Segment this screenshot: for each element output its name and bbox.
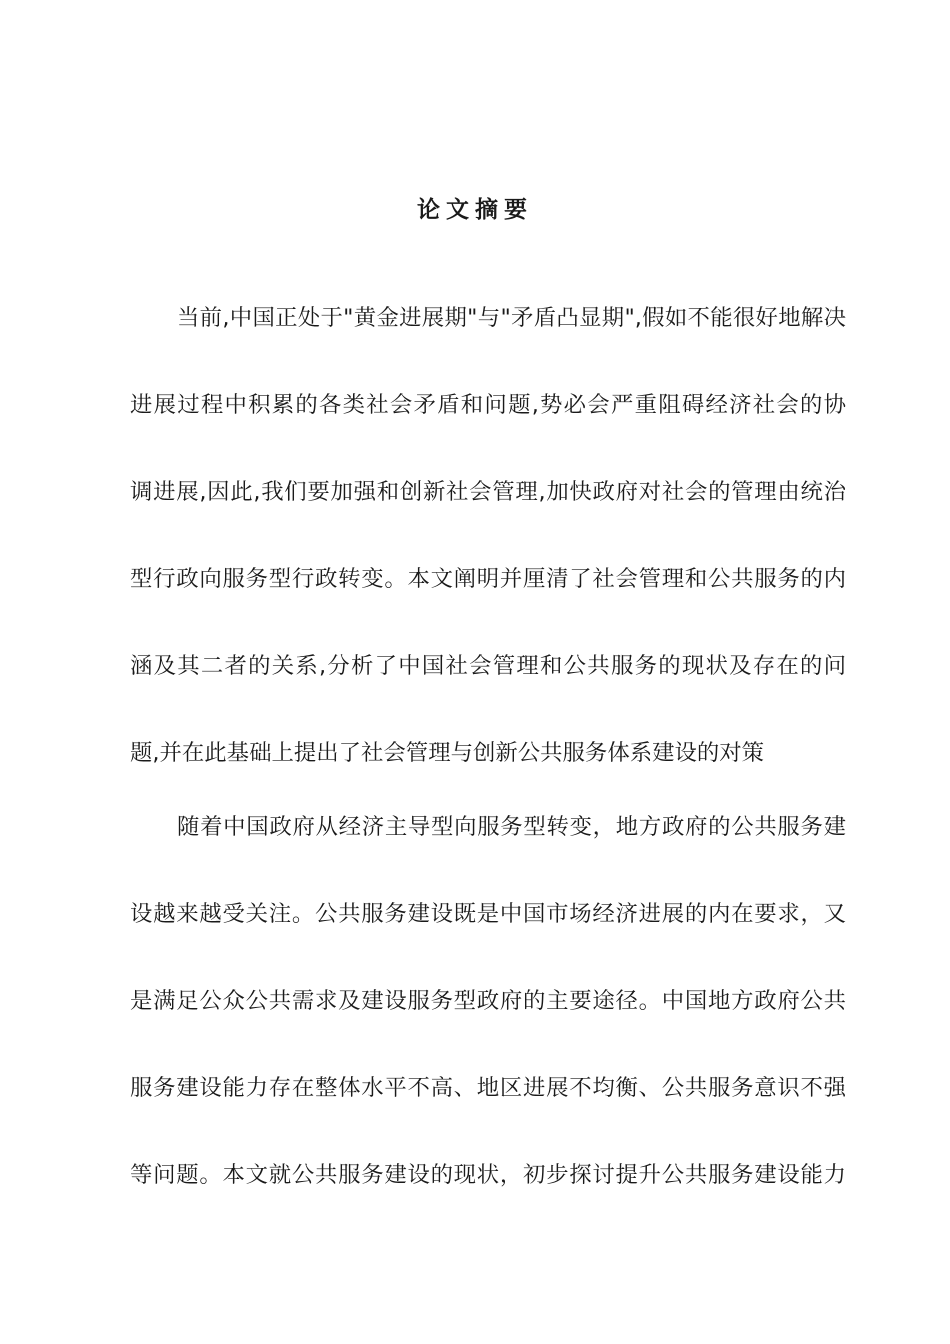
paragraph-2-line-3: 是满足公众公共需求及建设服务型政府的主要途径。中国地方政府公共 — [130, 988, 846, 1014]
abstract-title: 论文摘要 — [417, 197, 533, 223]
paragraph-1-line-1: 当前,中国正处于"黄金进展期"与"矛盾凸显期",假如不能很好地解决 — [177, 305, 846, 331]
paragraph-1-line-4: 型行政向服务型行政转变。本文阐明并厘清了社会管理和公共服务的内 — [130, 566, 846, 592]
paragraph-2-line-5: 等问题。本文就公共服务建设的现状，初步探讨提升公共服务建设能力 — [130, 1162, 846, 1188]
paragraph-1-line-3: 调进展,因此,我们要加强和创新社会管理,加快政府对社会的管理由统治 — [130, 479, 846, 505]
paragraph-1-line-2: 进展过程中积累的各类社会矛盾和问题,势必会严重阻碍经济社会的协 — [130, 392, 846, 418]
paragraph-2-line-2: 设越来越受关注。公共服务建设既是中国市场经济进展的内在要求，又 — [130, 901, 846, 927]
paragraph-1-line-5: 涵及其二者的关系,分析了中国社会管理和公共服务的现状及存在的问 — [130, 653, 846, 679]
paragraph-1-line-6: 题,并在此基础上提出了社会管理与创新公共服务体系建设的对策 — [130, 740, 765, 766]
paragraph-2-line-1: 随着中国政府从经济主导型向服务型转变，地方政府的公共服务建 — [177, 814, 846, 840]
paragraph-2-line-4: 服务建设能力存在整体水平不高、地区进展不均衡、公共服务意识不强 — [130, 1075, 846, 1101]
